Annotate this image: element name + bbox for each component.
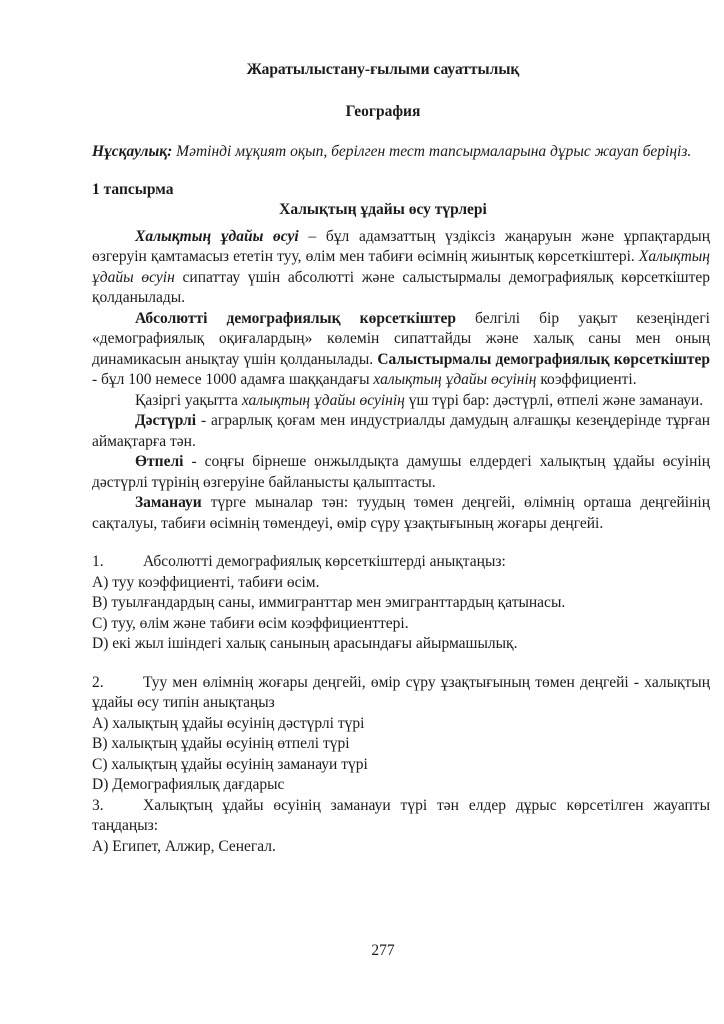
text-run: – бұл адамзаттың үздіксіз жаңаруын және ұрпақтардың өзгеруін қамтамасыз ететін туу, өлім мен табиғи өсімнің жиынтық көрсеткіштері. [92,227,710,265]
question-3-options [92,837,710,858]
answer-option: B) халықтың ұдайы өсуінің өтпелі түрі [92,735,350,752]
page-number: 277 [371,942,395,959]
text-run: түрге мыналар тән: туудың төмен деңгейі, өлімнің орташа деңгейінің сақталуы, табиғи өсімнің төмендеуі, өмір сүру ұзақтығының жоғары деңгейі. [92,494,710,532]
question-2-number: 2. [92,673,104,691]
instruction-paragraph [92,142,710,163]
answer-option: A) халықтың ұдайы өсуінің дәстүрлі түрі [92,714,365,732]
text-run: халықтың ұдайы өсуінің [373,371,537,388]
body-paragraph-5 [92,452,710,493]
body-paragraph-1 [92,227,710,309]
body-paragraph-4 [92,411,710,452]
document-content [92,60,710,857]
question-2-options [92,714,710,796]
text-run: коэффициенті. [536,371,637,388]
text-run: Қазіргі уақытта [135,391,242,409]
text-run: Заманауи [135,494,202,511]
text-run: - соңғы бірнеше онжылдықта дамушы елдердегі халықтың ұдайы өсуінің дәстүрлі түрінің өзгеруіне байланысты қалыптасты. [92,453,710,491]
text-run: - бұл 100 немесе 1000 адамға шаққандағы [92,371,374,388]
question-3-text: Халықтың ұдайы өсуінің заманауи түрі тән елдер дұрыс көрсетілген жауапты таңдаңыз: [92,796,710,834]
question-1-line [92,552,710,573]
answer-option: A) туу коэффициенті, табиғи өсім. [92,573,320,591]
question-1-text: Абсолютті демографиялық көрсеткіштерді анықтаңыз: [143,553,506,570]
text-run: Нұсқаулық: [92,143,173,160]
body-paragraph-2 [92,309,710,391]
question-2 [92,673,710,796]
text-run: үш түрі бар: дәстүрлі, өтпелі және заманауи. [404,391,704,409]
text-run: Халықтың ұдайы өсуі [135,227,299,245]
text-run: - аграрлық қоғам мен индустриалды дамудың алғашқы кезеңдерінде тұрған аймақтарға тән. [92,412,710,450]
body-paragraph-3 [92,391,710,412]
answer-option: D) екі жыл ішіндегі халық санының арасындағы айырмашылық. [92,635,518,652]
text-run: Өтпелі [135,453,184,470]
answer-option: D) Демографиялық дағдарыс [92,776,285,793]
question-2-text: Туу мен өлімнің жоғары деңгейі, өмір сүру ұзақтығының төмен деңгейі - халықтың ұдайы өсу типін анықтаңыз [92,673,710,711]
text-run: халықтың ұдайы өсуінің [241,391,405,409]
task-label: 1 тапсырма [92,180,174,198]
question-2-line [92,673,710,714]
answer-option: C) халықтың ұдайы өсуінің заманауи түрі [92,755,368,773]
text-run: белгілі бір уақыт кезеңіндегі «демографиялық оқиғалардың» көлемін сипаттайды және халық саны мен оның динамикасын анықтау үшін қолданылады. [92,309,710,368]
question-1-number: 1. [92,553,104,570]
text-run: Халықтың ұдайы өсуін [92,248,710,286]
subject-title: География [345,102,421,120]
body-paragraph-6 [92,493,710,534]
question-3 [92,796,710,858]
text-run: Мәтінді мұқият оқып, берілген тест тапсырмаларына дұрыс жауап беріңіз. [172,143,692,160]
answer-option: A) Египет, Алжир, Сенегал. [92,837,276,855]
text-run: Дәстүрлі [135,412,197,429]
question-3-number: 3. [92,796,104,814]
answer-option: B) туылғандардың саны, иммигранттар мен эмигранттардың қатынасы. [92,594,566,611]
answer-option: C) туу, өлім және табиғи өсім коэффициенттері. [92,614,409,632]
text-run: Салыстырмалы демографиялық көрсеткіштер [377,350,711,368]
document-title: Жаратылыстану-ғылыми сауаттылық [246,61,520,78]
question-1 [92,552,710,655]
task-title: Халықтың ұдайы өсу түрлері [279,201,487,218]
text-run: Абсолютті демографиялық көрсеткіштер [135,309,456,327]
text-run: сипаттау үшін абсолютті және салыстырмалы демографиялық көрсеткіштер қолданылады. [92,268,710,306]
question-3-line [92,796,710,837]
question-1-options [92,573,710,655]
